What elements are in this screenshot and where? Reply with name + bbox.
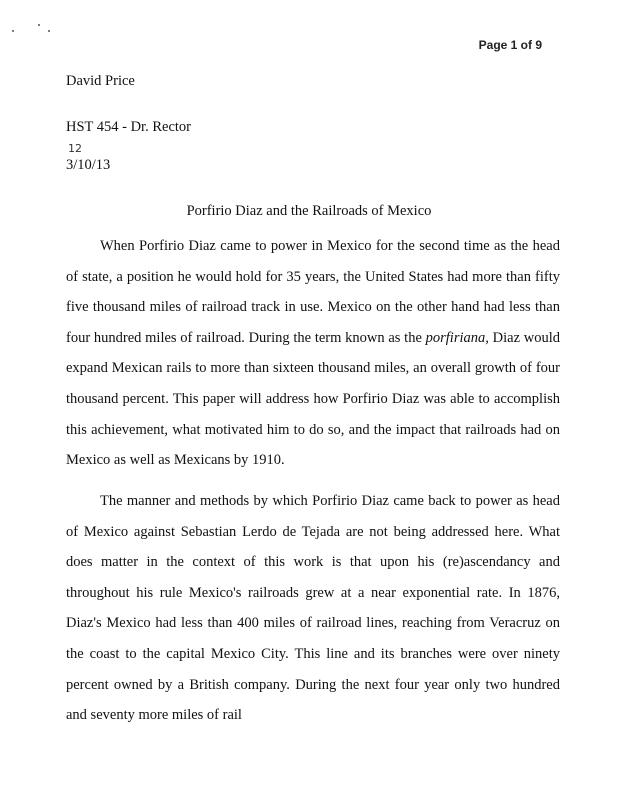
document-date: 3/10/13 xyxy=(66,157,111,173)
paragraph-text: The manner and methods by which Porfirio Diaz came back to power as head of Mexico against Sebastian Lerdo de Tejada are not being addressed here. What does matter in the context of this work is that upon his (re)ascendancy and throughout his rule Mexico's railroads grew at a near exponential rate. In 1876, Diaz's Mexico had less than 400 miles of railroad lines, reaching from Veracruz on the coast to the capital Mexico City. This line and its branches were over ninety percent owned by a British company. During the next four year only two hundred and seventy more miles of rail xyxy=(66,493,560,724)
paragraph-text: When Porfirio Diaz came to power in Mexico for the second time as the head of state, a position he would hold for 35 years, the United States had more than fifty five thousand miles of railroad track in use. Mexico on the other hand had less than four hundred miles of railroad. During the term known as the xyxy=(66,238,560,346)
author-name: David Price xyxy=(66,73,135,89)
scan-speck xyxy=(38,24,40,26)
course-name: HST 454 - Dr. Rector xyxy=(66,119,191,135)
italic-term: porfiriana, xyxy=(425,329,489,346)
page-number: Page 1 of 9 xyxy=(478,38,542,52)
body-paragraph xyxy=(66,486,560,731)
document-title: Porfirio Diaz and the Railroads of Mexico xyxy=(186,203,432,219)
scan-speck xyxy=(12,30,14,32)
body-paragraph xyxy=(66,231,560,476)
handwritten-mark: 12 xyxy=(68,142,82,155)
paragraph-text: Diaz would expand Mexican rails to more than sixteen thousand miles, an overall growth of four thousand percent. This paper will address how Porfirio Diaz was able to accomplish this achievement, what motivated him to do so, and the impact that railroads had on Mexico as well as Mexicans by 1910. xyxy=(66,329,560,469)
scan-speck xyxy=(48,30,50,32)
